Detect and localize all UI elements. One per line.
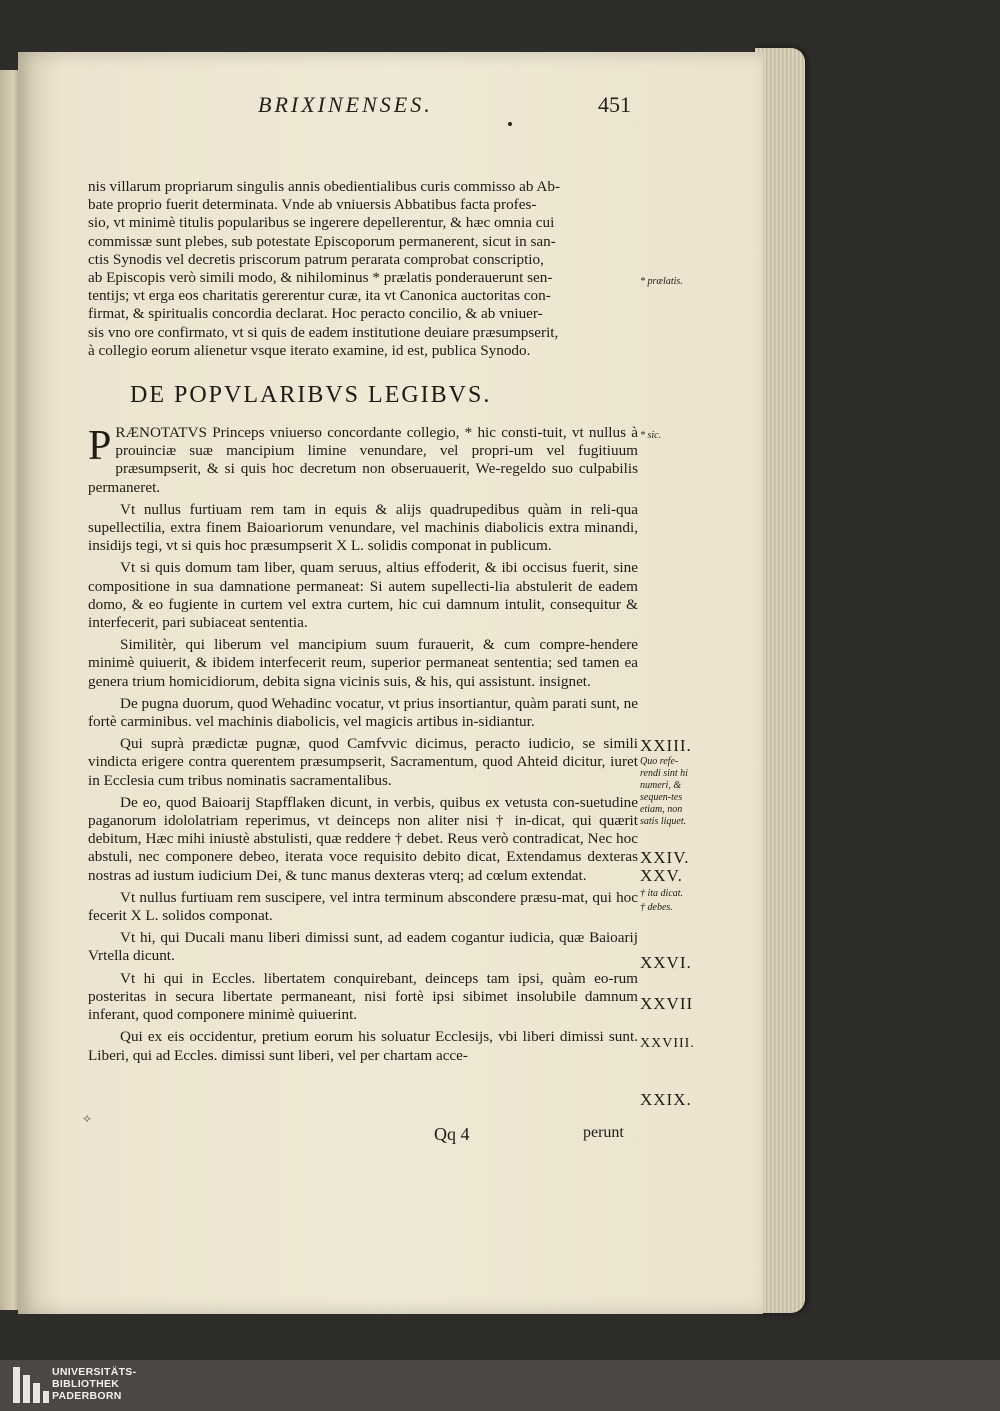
library-name-line: UNIVERSITÄTS- bbox=[52, 1366, 137, 1378]
margin-number: XXVII bbox=[640, 994, 694, 1013]
library-banner bbox=[0, 1360, 1000, 1411]
library-name bbox=[52, 1366, 136, 1402]
ink-mark: ✧ bbox=[82, 1112, 93, 1126]
margin-number: XXV. bbox=[640, 866, 683, 885]
library-name-line: PADERBORN bbox=[52, 1390, 122, 1402]
body-text bbox=[88, 424, 638, 1069]
page-number: 451 bbox=[598, 92, 631, 117]
catchword: perunt bbox=[583, 1124, 624, 1141]
intro-line: sis vno ore confirmato, vt si quis de eadem institutione deuiare præsumpserit, bbox=[88, 323, 559, 341]
margin-number: XXVIII. bbox=[640, 1036, 695, 1051]
paragraph: Vt hi, qui Ducali manu liberi dimissi sunt, ad eadem cogantur iudicia, quæ Baioarij Vrtella dicunt. bbox=[88, 929, 638, 965]
paragraph: Similitèr, qui liberum vel mancipium suum furauerit, & cum compre-hendere minimè quiuerit, & ibidem interfecerit reum, superior permaneat sententia; sed tamen ea genera trium homicidiorum, debita signa vicinis suis, & his, qui assistunt. insignet. bbox=[88, 636, 638, 690]
margin-note: Quo refe-rendi sint hi numeri, & sequen-tes etiam, non satis liquet. bbox=[640, 756, 688, 827]
intro-line: tentijs; vt erga eos charitatis gererentur curæ, ita vt Canonica auctoritas con- bbox=[88, 287, 551, 305]
intro-line: commissæ sunt plebes, sub potestate Episcoporum permanerent, sicut in san- bbox=[88, 232, 556, 250]
library-logo-icon bbox=[13, 1367, 49, 1403]
margin-number: XXIX. bbox=[640, 1090, 692, 1109]
intro-line: à collegio eorum alienetur vsque iterato examine, id est, publica Synodo. bbox=[88, 341, 531, 359]
running-head bbox=[0, 92, 1000, 122]
margin-note: * prælatis. bbox=[640, 276, 683, 287]
paragraph-text: RÆNOTATVS Princeps vniuerso concordante collegio, * hic consti-tuit, vt nullus à prouinciæ suæ mancipium limine venundare, vel propri-um vel fugitiuum præsumpserit, & si quis hoc decretum non obseruauerit, We-regeldo suo culpabilis permaneret. bbox=[88, 424, 638, 496]
margin-number: XXVI. bbox=[640, 953, 692, 972]
margin-note: † debes. bbox=[640, 902, 673, 913]
intro-line: sio, vt minimè titulis popularibus se ingerere depellerentur, & hæc omnia cui bbox=[88, 214, 555, 232]
drop-cap: P bbox=[88, 423, 112, 469]
margin-note: * sic. bbox=[640, 430, 662, 441]
margin-number: XXIII. bbox=[640, 736, 692, 755]
paragraph: De eo, quod Baioarij Stapfflaken dicunt, in verbis, quibus ex vetusta con-suetudine paganorum idololatriam reperimus, vt deinceps non aliter nisi † in-dicat, qui quærit debitum, Hæc mihi iniustè abstulisti, quæ reddere † debet. Reus verò contradicat, Nec hoc abstuli, nec componere debeo, iterata voce requisito debito dicat, Extendamus dexteras nostras ad iustum iudicium Dei, & tunc manus dexteras vterq; ad cœlum extendat. bbox=[88, 793, 638, 884]
intro-line: bate proprio fuerit determinata. Vnde ab vniuersis Abbatibus facta profes- bbox=[88, 196, 537, 214]
paragraph: De pugna duorum, quod Wehadinc vocatur, vt prius insortiantur, quàm parati sunt, ne fortè carminibus. vel machinis diabolicis, vel magicis artibus in-sidiantur. bbox=[88, 694, 638, 731]
library-name-line: BIBLIOTHEK bbox=[52, 1378, 120, 1390]
paragraph: Vt si quis domum tam liber, quam seruus, altius effoderit, & ibi occisus fuerit, sine compositione in sua damnatione permaneat: Si autem supellecti-lia abstulerit de eadem domo, & eo fugiente in curtem vel extra curtem, hic cui damnum intulit, consequitur & interfecerit, pari subiaceat sententia. bbox=[88, 559, 638, 632]
intro-line: ctis Synodis vel decretis priscorum patrum perarata comprobat conscriptio, bbox=[88, 250, 544, 268]
running-title: BRIXINENSES. bbox=[258, 92, 433, 117]
paragraph: Qui ex eis occidentur, pretium eorum his soluatur Ecclesijs, vbi liberi dimissi sunt. Liberi, qui ad Eccles. dimissi sunt liberi, vel per chartam acce- bbox=[88, 1028, 638, 1064]
paragraph: Vt hi qui in Eccles. libertatem conquirebant, deinceps tam ipsi, quàm eo-rum posteritas in secura libertate permaneant, nisi fortè ipsi sibimet insolubile damnum inferant, quod componere minimè quiuerint. bbox=[88, 969, 638, 1024]
paragraph: Vt nullus furtiuam rem tam in equis & alijs quadrupedibus quàm in reli-qua supellectilia, extra finem Baioariorum venundare, vel machinis diabolicis extra minandi, insidijs tegi, vt si quis hoc præsumpserit X L. solidis componat in publicum. bbox=[88, 500, 638, 555]
margin-note: † ita dicat. bbox=[640, 888, 684, 899]
paragraph: Vt nullus furtiuam rem suscipere, vel intra terminum abscondere præsu-mat, qui hoc fecerit X L. solidos componat. bbox=[88, 888, 638, 925]
paragraph bbox=[88, 424, 638, 497]
signature-mark: Qq 4 bbox=[434, 1124, 470, 1144]
section-heading: DE POPVLARIBVS LEGIBVS. bbox=[130, 382, 492, 408]
paragraph: Qui suprà prædictæ pugnæ, quod Camfvvic dicimus, peracto iudicio, se simili vindicta erigere contra querentem præsumpserit, Sacramentum, quod Ahteid dicitur, iuret in Ecclesia cum tribus nominatis sacramentalibus. bbox=[88, 735, 638, 789]
intro-line: firmat, & spiritualis concordia declarat. Hoc peracto concilio, & ab vniuer- bbox=[88, 305, 543, 323]
intro-text bbox=[88, 178, 638, 360]
margin-number: XXIV. bbox=[640, 848, 690, 867]
intro-line: nis villarum propriarum singulis annis obedientialibus curis commisso ab Ab- bbox=[88, 178, 561, 195]
intro-line: ab Episcopis verò simili modo, & nihilominus * prælatis ponderauerunt sen- bbox=[88, 269, 553, 287]
ink-dot bbox=[508, 122, 512, 126]
